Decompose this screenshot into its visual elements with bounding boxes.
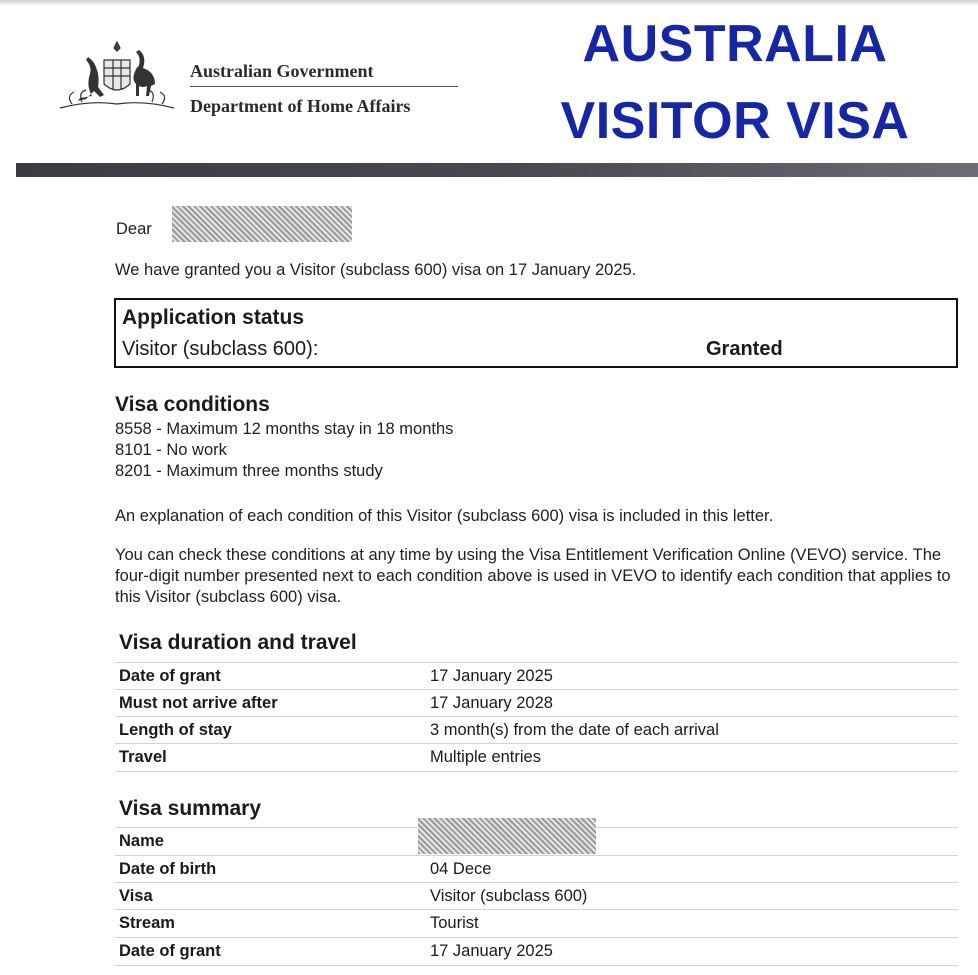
row-label: Name (119, 832, 164, 850)
application-status-value: Granted (706, 338, 783, 360)
row-value: 04 Dece (430, 860, 492, 878)
row-value: 17 January 2025 (430, 942, 553, 960)
condition-item: 8101 - No work (115, 441, 227, 459)
agency-line-2: Department of Home Affairs (190, 96, 411, 116)
redacted-name-value (418, 818, 596, 854)
row-value: 17 January 2028 (430, 694, 553, 712)
table-row (115, 689, 958, 717)
banner-line-2: VISITOR VISA (560, 92, 910, 150)
condition-item: 8201 - Maximum three months study (115, 462, 383, 480)
table-row (115, 743, 958, 772)
visa-conditions-heading: Visa conditions (115, 393, 270, 416)
table-row (115, 937, 958, 966)
condition-item: 8558 - Maximum 12 months stay in 18 months (115, 420, 454, 438)
application-status-label: Visitor (subclass 600): (122, 338, 319, 360)
row-value: 17 January 2025 (430, 667, 553, 685)
table-row (115, 662, 958, 690)
table-row (115, 716, 958, 744)
row-label: Must not arrive after (119, 694, 278, 712)
row-label: Visa (119, 887, 153, 905)
table-row (115, 909, 958, 937)
row-label: Stream (119, 914, 175, 932)
row-value: Visitor (subclass 600) (430, 887, 588, 905)
redacted-name (172, 206, 352, 242)
agency-divider (190, 86, 458, 87)
table-row (115, 855, 958, 883)
row-label: Travel (119, 748, 167, 766)
row-label: Date of grant (119, 942, 221, 960)
agency-name-block (190, 60, 460, 117)
salutation: Dear (116, 220, 152, 238)
banner-title (520, 16, 950, 149)
header-rule (16, 163, 978, 177)
conditions-explanation: An explanation of each condition of this Visitor (subclass 600) visa is included in this letter. (115, 507, 774, 525)
row-value: Multiple entries (430, 748, 541, 766)
row-value: Tourist (430, 914, 479, 932)
visa-duration-heading: Visa duration and travel (119, 631, 357, 654)
agency-line-1: Australian Government (190, 61, 374, 81)
grant-sentence: We have granted you a Visitor (subclass 600) visa on 17 January 2025. (115, 261, 637, 279)
row-label: Length of stay (119, 721, 232, 739)
application-status-box (114, 298, 958, 368)
application-status-title: Application status (122, 306, 305, 329)
table-row (115, 882, 958, 910)
row-value: 3 month(s) from the date of each arrival (430, 721, 719, 739)
row-label: Date of grant (119, 667, 221, 685)
visa-summary-heading: Visa summary (119, 797, 262, 820)
banner-line-1: AUSTRALIA (582, 15, 888, 73)
coat-of-arms-logo (52, 38, 182, 118)
row-label: Date of birth (119, 860, 217, 878)
vevo-note: You can check these conditions at any time by using the Visa Entitlement Verification Online (VEVO) service. The four-digit number presented next to each condition above is used in VEVO to identify each condition that applies to this Visitor (subclass 600) visa. (115, 546, 951, 606)
